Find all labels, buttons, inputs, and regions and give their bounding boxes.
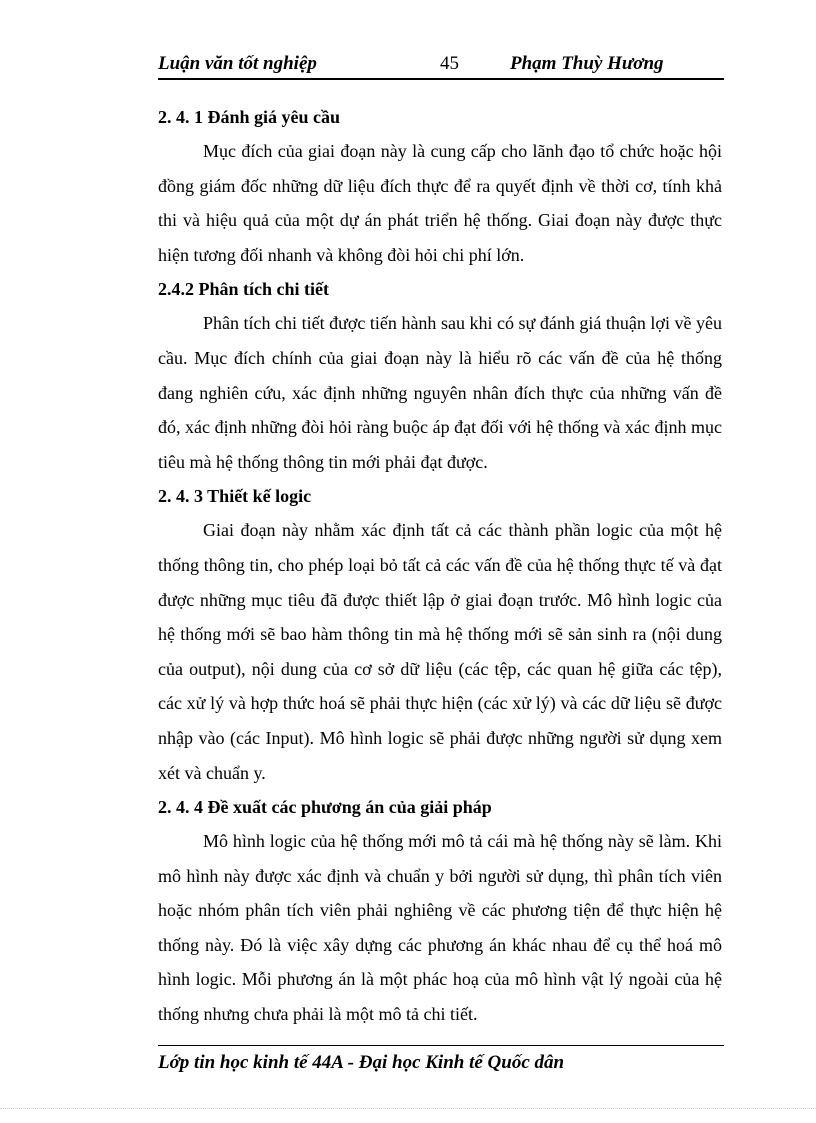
section-heading-2-4-3: 2. 4. 3 Thiết kế logic bbox=[158, 486, 312, 507]
section-heading-2-4-2: 2.4.2 Phân tích chi tiết bbox=[158, 279, 329, 300]
section-heading-2-4-4: 2. 4. 4 Đề xuất các phương án của giải pháp bbox=[158, 797, 492, 818]
section-paragraph-2-4-1: Mục đích của giai đoạn này là cung cấp cho lãnh đạo tổ chức hoặc hội đồng giám đốc những dữ liệu đích thực để ra quyết định về thời cơ, tính khả thi và hiệu quả của một dự án phát triển hệ thống. Giai đoạn này được thực hiện tương đối nhanh và không đòi hỏi chi phí lớn. bbox=[158, 141, 722, 265]
footer-divider bbox=[158, 1045, 724, 1046]
page-number: 45 bbox=[440, 53, 459, 74]
page-body bbox=[158, 100, 722, 1032]
section-heading-2-4-1: 2. 4. 1 Đánh giá yêu cầu bbox=[158, 107, 341, 127]
thesis-label: Luận văn tốt nghiệp bbox=[158, 53, 317, 74]
page-bottom-dotted-line bbox=[0, 1108, 816, 1109]
page-header bbox=[158, 50, 724, 80]
header-divider bbox=[158, 78, 724, 80]
section-paragraph-2-4-2: Phân tích chi tiết được tiến hành sau khi có sự đánh giá thuận lợi về yêu cầu. Mục đích chính của giai đoạn này là hiểu rõ các vấn đề của hệ thống đang nghiên cứu, xác định những nguyên nhân đích thực của những vấn đề đó, xác định những đòi hỏi ràng buộc áp đạt đối với hệ thống và xác định mục tiêu mà hệ thống thông tin mới phải đạt được. bbox=[158, 313, 722, 472]
page-footer: Lớp tin học kinh tế 44A - Đại học Kinh tế Quốc dân bbox=[158, 1052, 565, 1073]
section-paragraph-2-4-4: Mô hình logic của hệ thống mới mô tả cái mà hệ thống này sẽ làm. Khi mô hình này được xác định và chuẩn y bởi người sử dụng, thì phân tích viên hoặc nhóm phân tích viên phải nghiêng về các phương tiện để thực hiện hệ thống này. Đó là việc xây dựng các phương án khác nhau để cụ thể hoá mô hình logic. Mỗi phương án là một phác hoạ của mô hình vật lý ngoài của hệ thống nhưng chưa phải là một mô tả chi tiết. bbox=[158, 831, 722, 1025]
author-name: Phạm Thuỳ Hương bbox=[510, 53, 664, 74]
section-paragraph-2-4-3: Giai đoạn này nhằm xác định tất cả các thành phần logic của một hệ thống thông tin, cho phép loại bỏ tất cả các vấn đề của hệ thống thực tế và đạt được những mục tiêu đã được thiết lập ở giai đoạn trước. Mô hình logic của hệ thống mới sẽ bao hàm thông tin mà hệ thống mới sẽ sản sinh ra (nội dung của output), nội dung của cơ sở dữ liệu (các tệp, các quan hệ giữa các tệp), các xử lý và hợp thức hoá sẽ phải thực hiện (các xử lý) và các dữ liệu sẽ được nhập vào (các Input). Mô hình logic sẽ phải được những người sử dụng xem xét và chuẩn y. bbox=[158, 520, 722, 783]
